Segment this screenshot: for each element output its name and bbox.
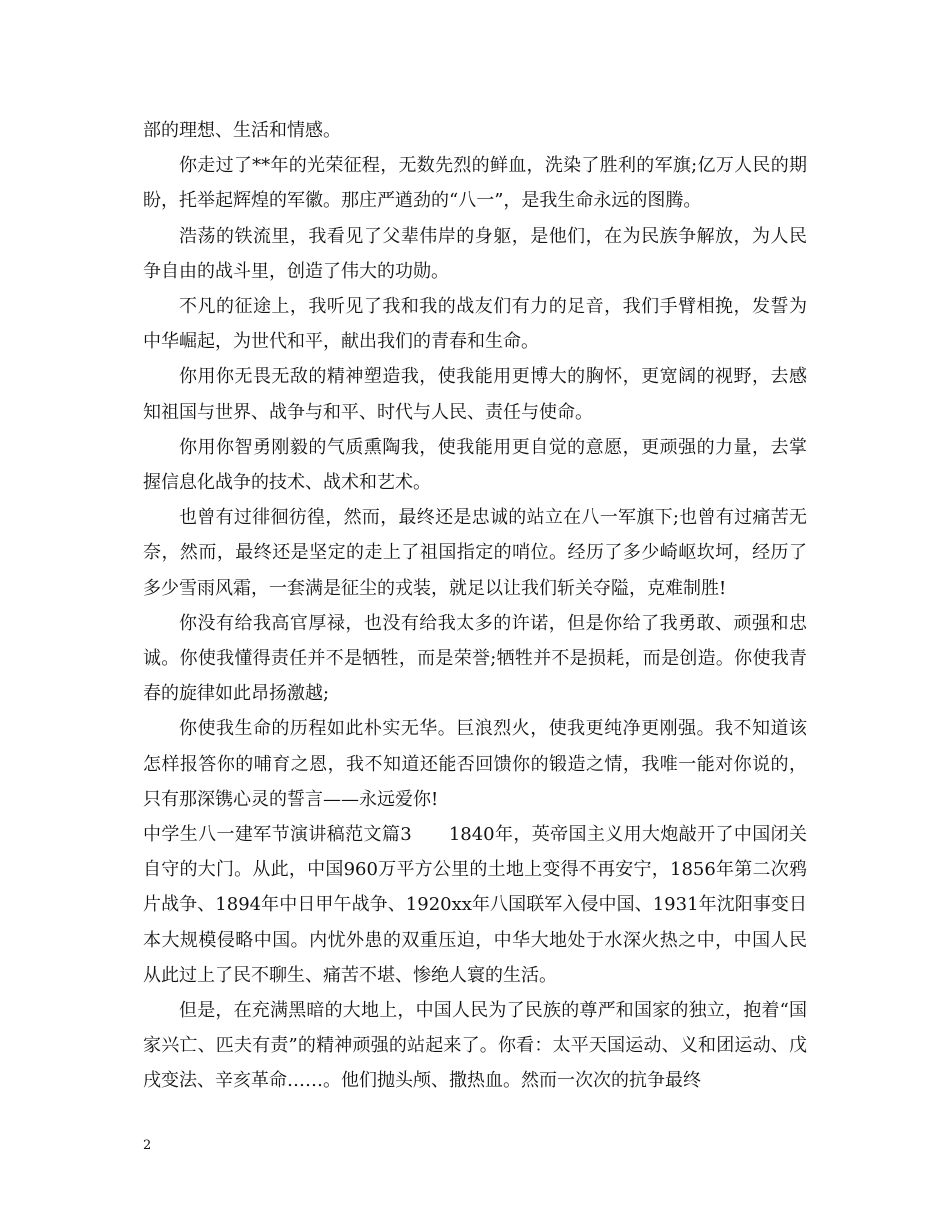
paragraph-9: 你使我生命的历程如此朴实无华。巨浪烈火，使我更纯净更刚强。我不知道该怎样报答你的哺育之恩，我不知道还能否回馈你的锻造之情，我唯一能对你说的，只有那深镌心灵的誓言——永远爱你!: [143, 718, 807, 810]
paragraph-2: 你走过了**年的光荣征程，无数先烈的鲜血，洗染了胜利的军旗;亿万人民的期盼，托举起辉煌的军徽。那庄严遒劲的“八一”，是我生命永远的图腾。: [143, 155, 807, 212]
page-number: 2: [143, 1138, 152, 1153]
paragraph-1: 部的理想、生活和情感。: [143, 120, 341, 141]
paragraph-8: 你没有给我高官厚禄，也没有给我太多的许诺，但是你给了我勇敢、顽强和忠诚。你使我懂得责任并不是牺牲，而是荣誉;牺牲并不是损耗，而是创造。你使我青春的旋律如此昂扬激越;: [143, 612, 807, 705]
document-body: [143, 113, 807, 1099]
paragraph-section-3: 中学生八一建军节演讲稿范文篇3 1840年，英帝国主义用大炮敲开了中国闭关自守的大门。从此，中国960万平方公里的土地上变得不再安宁，1856年第二次鸦片战争、1894年中日甲午战争、1920xx年八国联军入侵中国、1931年沈阳事变日本大规模侵略中国。内忧外患的双重压迫，中华大地处于水深火热之中，中国人民从此过上了民不聊生、痛苦不堪、惨绝人寰的生活。: [143, 824, 807, 986]
paragraph-6: 你用你智勇刚毅的气质熏陶我，使我能用更自觉的意愿，更顽强的力量，去掌握信息化战争的技术、战术和艺术。: [143, 436, 807, 494]
paragraph-7: 也曾有过徘徊彷徨，然而，最终还是忠诚的站立在八一军旗下;也曾有过痛苦无奈，然而，最终还是坚定的走上了祖国指定的哨位。经历了多少崎岖坎坷，经历了多少雪雨风霜，一套满是征尘的戎装，就足以让我们斩关夺隘，克难制胜!: [143, 507, 807, 599]
paragraph-4: 不凡的征途上，我听见了我和我的战友们有力的足音，我们手臂相挽，发誓为中华崛起，为世代和平，献出我们的青春和生命。: [143, 296, 807, 353]
paragraph-3: 浩荡的铁流里，我看见了父辈伟岸的身躯，是他们，在为民族争解放，为人民争自由的战斗里，创造了伟大的功勋。: [143, 225, 807, 282]
paragraph-11: 但是，在充满黑暗的大地上，中国人民为了民族的尊严和国家的独立，抱着“国家兴亡、匹夫有责”的精神顽强的站起来了。你看：太平天国运动、义和团运动、戊戌变法、辛亥革命……。他们抛头颅、撒热血。然而一次次的抗争最终: [143, 1000, 807, 1092]
paragraph-5: 你用你无畏无敌的精神塑造我，使我能用更博大的胸怀，更宽阔的视野，去感知祖国与世界、战争与和平、时代与人民、责任与使命。: [143, 366, 807, 423]
